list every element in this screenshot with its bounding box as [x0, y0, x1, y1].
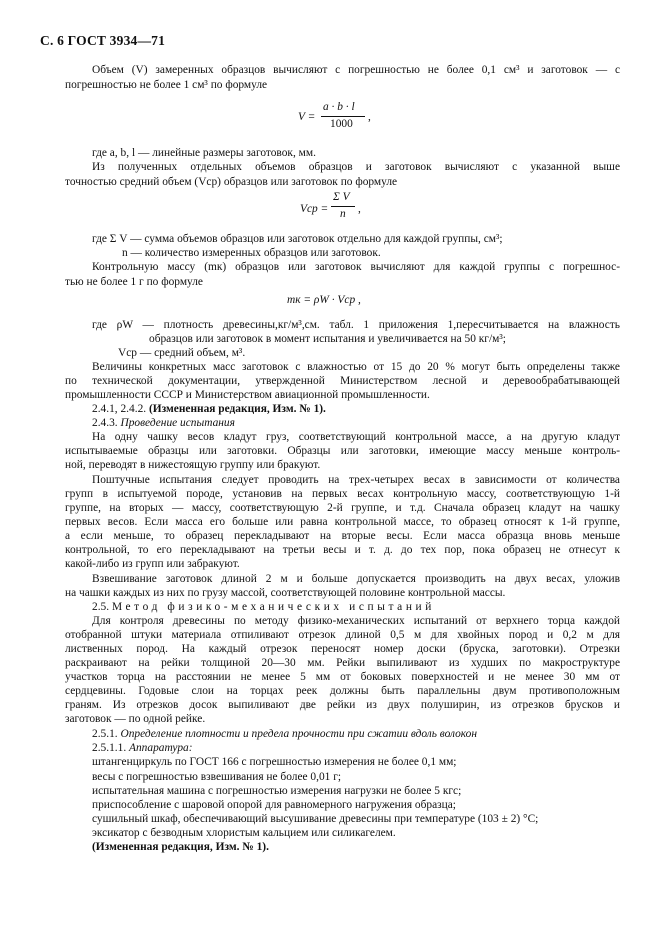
- formula-numerator: a · b · l: [323, 101, 355, 113]
- section-title: Метод физико-механических испытаний: [111, 601, 435, 613]
- paragraph-line: погрешностью не более 1 см³ по формуле: [65, 79, 268, 91]
- paragraph-line: Поштучные испытания следует проводить на трех-четырех весах в зависимости от количества: [92, 474, 620, 486]
- paragraph-line: участков торца на расстоянии не менее 5 мм от боковых поверхностей и не менее 30 мм от: [65, 671, 620, 683]
- formula-3: mк = ρW · Vср ,: [287, 294, 361, 306]
- where-line: n — количество измеренных образцов или заготовок.: [122, 247, 381, 259]
- formula-denominator: n: [340, 208, 346, 220]
- paragraph-line: на чашки каждых из них по грузу массой, соответствующей половине контрольной массы.: [65, 587, 506, 599]
- formula-tail: ,: [358, 203, 361, 215]
- paragraph-line: а если меньше, то образец перекладывают на вторые весы. Если масса образца вновь меньше: [65, 530, 620, 542]
- section-number: 2.5.1.1.: [92, 742, 127, 754]
- paragraph-line: Для контроля древесины по методу физико-механических испытаний от верхнего торца каждой: [92, 615, 620, 627]
- formula-lhs: V =: [298, 111, 316, 123]
- section-2-4-1: [92, 402, 326, 416]
- formula-lhs: Vср =: [300, 203, 329, 215]
- paragraph-line: первых весов. Если масса его больше или равна контрольной массе, то образец относят к 1-й группе,: [65, 516, 620, 528]
- section-2-4-3: [92, 416, 235, 430]
- paragraph-line: тью не более 1 г по формуле: [65, 276, 203, 288]
- equipment-item: весы с погрешностью взвешивания не более 0,01 г;: [92, 771, 342, 783]
- paragraph-line: Величины конкретных масс заготовок с влажностью от 15 до 20 % могут быть определены также: [92, 361, 620, 373]
- paragraph-line: Контрольную массу (mк) образцов или заготовок вычисляют для каждой группы с погрешнос-: [92, 261, 620, 273]
- where-line: Vср — средний объем, м³.: [118, 347, 246, 359]
- section-title: Аппаратура:: [129, 742, 193, 754]
- paragraph-line: Взвешивание заготовок длиной 2 м и больше допускается производить на двух весах, уложив: [92, 573, 620, 585]
- paragraph-line: раскраивают на рейки толщиной 20—30 мм. Рейки выпиливают из худших по макроструктуре: [65, 657, 620, 669]
- section-title: Проведение испытания: [120, 417, 235, 429]
- section-2-5-1-1: [92, 741, 193, 755]
- fraction-bar: [321, 116, 365, 117]
- equipment-item: штангенциркуль по ГОСТ 166 с погрешностью измерения не более 0,1 мм;: [92, 756, 457, 768]
- paragraph-line: испытываемые образцы или заготовки. Образцы или заготовки, имеющие массу меньше контроль-: [65, 445, 620, 457]
- paragraph-line: Объем (V) замеренных образцов вычисляют с погрешностью не более 0,1 см³ и заготовок — с: [92, 64, 620, 76]
- paragraph-line: Из полученных отдельных объемов образцов и заготовок вычисляют с указанной выше: [92, 161, 620, 173]
- section-number: 2.4.3.: [92, 417, 118, 429]
- section-number: 2.4.1, 2.4.2.: [92, 403, 147, 415]
- paragraph-line: контрольной, то его перекладывают на третьи весы и т. д. до тех пор, пока образец не отнесут к: [65, 544, 620, 556]
- amendment-note: (Измененная редакция, Изм. № 1).: [148, 403, 326, 415]
- where-line: где ρW — плотность древесины,кг/м³,см. табл. 1 приложения 1,пересчитывается на влажность: [92, 319, 620, 331]
- equipment-item: сушильный шкаф, обеспечивающий высушивание древесины при температуре (103 ± 2) °С;: [92, 813, 539, 825]
- section-2-5: [92, 600, 435, 614]
- equipment-item: эксикатор с безводным хлористым кальцием или силикагелем.: [92, 827, 396, 839]
- formula-numerator: Σ V: [333, 191, 350, 203]
- paragraph-line: какой-либо из групп или забракуют.: [65, 558, 240, 570]
- paragraph-line: граням. Из отрезков досок выпиливают две рейки из двух полуширин, из отрезков брусков и: [65, 699, 620, 711]
- paragraph-line: заготовок — по одной рейке.: [65, 713, 206, 725]
- where-line: образцов или заготовок в момент испытания и увеличивается на 50 кг/м³;: [149, 333, 506, 345]
- equipment-item: приспособление с шаровой опорой для равномерного нагружения образца;: [92, 799, 456, 811]
- paragraph-line: сердцевины. Годовые слои на торцах реек должны быть параллельны двум противоположным: [65, 685, 620, 697]
- paragraph-line: лиственных пород. На каждый отрезок переносят номер доски (бруска, заготовки). Отрезки: [65, 643, 620, 655]
- section-title: Определение плотности и предела прочности при сжатии вдоль волокон: [120, 728, 478, 740]
- where-line: где Σ V — сумма объемов образцов или заготовок отдельно для каждой группы, см³;: [92, 233, 503, 245]
- fraction-bar: [331, 206, 355, 207]
- where-line: где a, b, l — линейные размеры заготовок, мм.: [92, 147, 316, 159]
- paragraph-line: точностью средний объем (Vср) образцов или заготовок по формуле: [65, 176, 398, 188]
- paragraph-line: ной, переводят в нижестоящую группу или бракуют.: [65, 459, 321, 471]
- formula-tail: ,: [368, 111, 371, 123]
- page-header: С. 6 ГОСТ 3934—71: [40, 33, 166, 48]
- paragraph-line: группе, на вторых — массу, соответствующую 2-й группе, и т.д. Сначала образец кладут на чашку: [65, 502, 620, 514]
- paragraph-line: групп в испытуемой породе, установив на первых весах контрольную массу, соответствующую 1-й: [65, 488, 620, 500]
- section-number: 2.5.: [92, 601, 110, 613]
- formula-denominator: 1000: [330, 118, 353, 130]
- paragraph-line: На одну чашку весов кладут груз, соответствующий контрольной массе, а на другую кладут: [92, 431, 620, 443]
- paragraph-line: по технической документации, утвержденной Министерством лесной и деревообрабатывающей: [65, 375, 620, 387]
- equipment-item: испытательная машина с погрешностью измерения нагрузки не более 5 кгс;: [92, 785, 462, 797]
- paragraph-line: отобранной штуки материала отпиливают отрезок длиной 0,5 м для хвойных пород и 0,2 м для: [65, 629, 620, 641]
- section-number: 2.5.1.: [92, 728, 118, 740]
- section-2-5-1: [92, 727, 477, 741]
- amendment-note: (Измененная редакция, Изм. № 1).: [92, 841, 269, 853]
- paragraph-line: промышленности СССР и Министерством авиационной промышленности.: [65, 389, 430, 401]
